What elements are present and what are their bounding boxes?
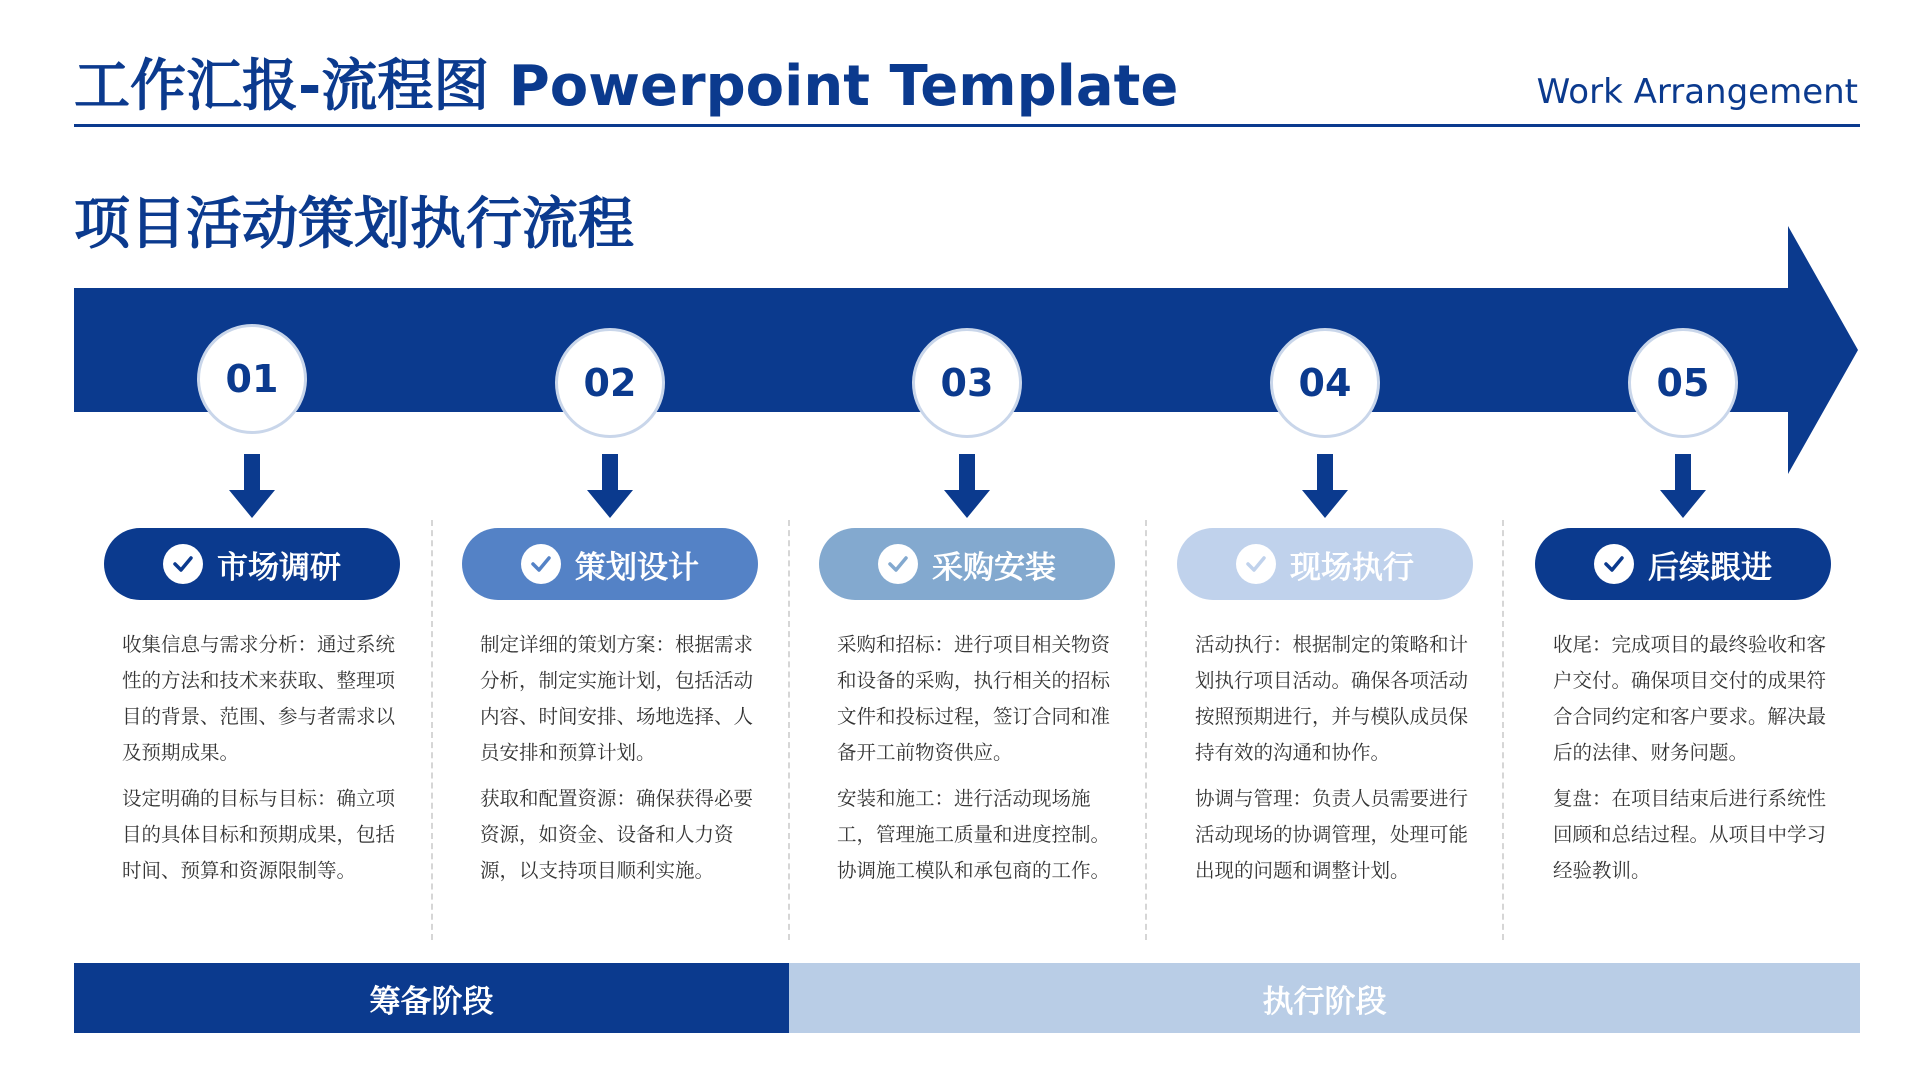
step-paragraph: 获取和配置资源：确保获得必要资源，如资金、设备和人力资源，以支持项目顺利实施。 — [480, 787, 754, 882]
step-paragraph: 设定明确的目标与目标：确立项目的具体目标和预期成果，包括时间、预算和资源限制等。 — [122, 787, 396, 882]
step-label: 策划设计 — [575, 549, 699, 586]
step-label-pill — [462, 528, 758, 600]
step-paragraph: 复盘：在项目结束后进行系统性回顾和总结过程。从项目中学习经验教训。 — [1553, 787, 1827, 882]
column-divider — [1145, 520, 1147, 940]
step-description — [1553, 627, 1833, 899]
page-title: 工作汇报-流程图 Powerpoint Template — [74, 54, 1179, 119]
step-paragraph: 活动执行：根据制定的策略和计划执行项目活动。确保各项活动按照预期进行，并与模队成员保持有效的沟通和协作。 — [1195, 633, 1469, 764]
step-description — [837, 627, 1117, 899]
step-number: 04 — [1298, 361, 1352, 405]
column-divider — [431, 520, 433, 940]
step-number-circle — [555, 328, 665, 438]
phase-bar-preparation — [74, 963, 789, 1033]
check-icon — [521, 544, 561, 584]
step-label-pill — [1177, 528, 1473, 600]
phase-label: 筹备阶段 — [369, 983, 494, 1020]
step-number: 05 — [1656, 361, 1710, 405]
step-paragraph: 协调与管理：负责人员需要进行活动现场的协调管理，处理可能出现的问题和调整计划。 — [1195, 787, 1469, 882]
step-paragraph: 收尾：完成项目的最终验收和客户交付。确保项目交付的成果符合合同约定和客户要求。解决最后的法律、财务问题。 — [1553, 633, 1827, 764]
step-paragraph: 安装和施工：进行活动现场施工，管理施工质量和进度控制。协调施工模队和承包商的工作。 — [837, 787, 1111, 882]
step-label-pill — [819, 528, 1115, 600]
down-arrow-icon — [1660, 454, 1706, 518]
step-label-pill — [104, 528, 400, 600]
step-number-circle — [1628, 328, 1738, 438]
step-number-circle — [197, 324, 307, 434]
down-arrow-icon — [587, 454, 633, 518]
check-icon — [163, 544, 203, 584]
down-arrow-icon — [229, 454, 275, 518]
section-title: 项目活动策划执行流程 — [74, 192, 634, 257]
step-label: 采购安装 — [932, 549, 1056, 586]
step-number-circle — [1270, 328, 1380, 438]
step-description — [122, 627, 402, 899]
down-arrow-icon — [944, 454, 990, 518]
step-number: 02 — [583, 361, 637, 405]
step-description — [480, 627, 760, 899]
check-icon — [1236, 544, 1276, 584]
step-number-circle — [912, 328, 1022, 438]
step-paragraph: 收集信息与需求分析：通过系统性的方法和技术来获取、整理项目的背景、范围、参与者需求以及预期成果。 — [122, 633, 396, 764]
step-label: 后续跟进 — [1648, 549, 1772, 586]
step-paragraph: 制定详细的策划方案：根据需求分析，制定实施计划，包括活动内容、时间安排、场地选择、人员安排和预算计划。 — [480, 633, 754, 764]
step-label: 现场执行 — [1290, 549, 1414, 586]
check-icon — [1594, 544, 1634, 584]
step-paragraph: 采购和招标：进行项目相关物资和设备的采购，执行相关的招标文件和投标过程，签订合同和准备开工前物资供应。 — [837, 633, 1111, 764]
check-icon — [878, 544, 918, 584]
phase-bar-execution — [789, 963, 1860, 1033]
step-number: 01 — [225, 357, 279, 401]
phase-label: 执行阶段 — [1262, 983, 1387, 1020]
step-number: 03 — [940, 361, 994, 405]
step-label: 市场调研 — [217, 549, 341, 586]
header-right-label: Work Arrangement — [1536, 72, 1858, 112]
step-label-pill — [1535, 528, 1831, 600]
step-description — [1195, 627, 1475, 899]
column-divider — [788, 520, 790, 940]
down-arrow-icon — [1302, 454, 1348, 518]
column-divider — [1502, 520, 1504, 940]
